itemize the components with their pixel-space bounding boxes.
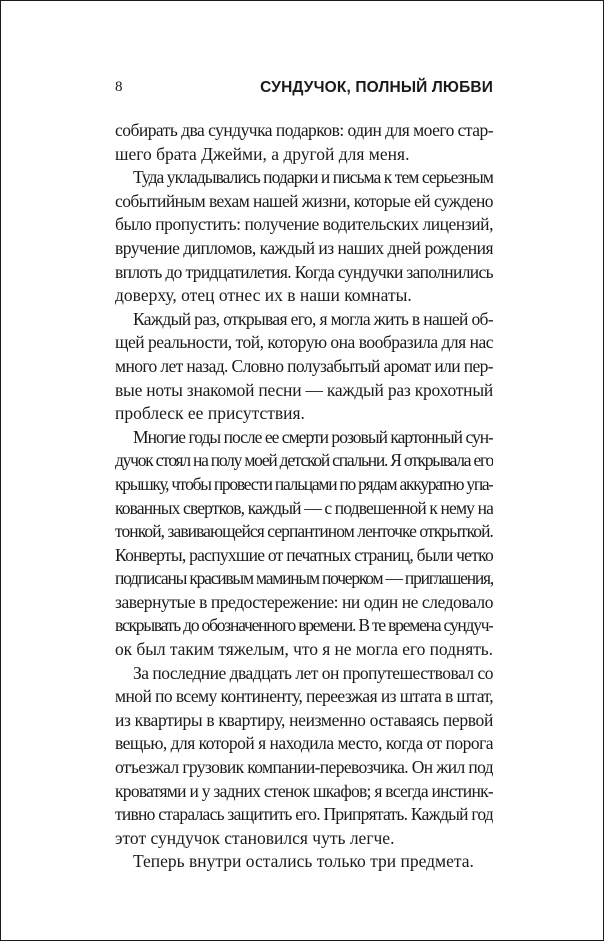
text-line: завернутые в предостережение: ни один не следовало [115, 591, 493, 612]
text-line: Теперь внутри остались только три предмета. [133, 851, 474, 872]
page-number: 8 [115, 79, 123, 95]
text-line: тонкой, завивающейся серпантином ленточке открыткой. [115, 521, 493, 542]
text-line: доверху, отец отнес их в наши комнаты. [115, 285, 412, 306]
text-line: тивно старалась защитить его. Припрятать. Каждый год [115, 804, 493, 825]
text-line: вые ноты знакомой песни — каждый раз крохотный [115, 379, 493, 400]
paragraph [115, 308, 493, 426]
text-line: шего брата Джейми, а другой для меня. [115, 143, 410, 164]
text-line: вплоть до тридцатилетия. Когда сундучки заполнились [115, 261, 493, 282]
text-line: этот сундучок становился чуть легче. [115, 827, 395, 848]
text-line: Туда укладывались подарки и письма к тем серьезным [133, 167, 493, 188]
text-line: событийным вехам нашей жизни, которые ей суждено [115, 190, 493, 211]
text-line: ок был таким тяжелым, что я не могла его поднять. [115, 639, 493, 660]
text-line: крышку, чтобы провести пальцами по рядам аккуратно упа- [115, 473, 493, 494]
text-line: было пропустить: получение водительских лицензий, [115, 214, 493, 235]
text-line: проблеск ее присутствия. [115, 403, 305, 424]
text-line: щей реальности, той, которую она вообразила для нас [115, 332, 493, 353]
text-line: мной по всему континенту, переезжая из штата в штат, [115, 686, 493, 707]
text-line: За последние двадцать лет он пропутешествовал со [133, 662, 493, 683]
running-head [115, 79, 493, 101]
paragraph [115, 426, 493, 662]
text-line: кованных свертков, каждый — с подвешенной к нему на [115, 497, 493, 518]
text-line: подписаны красивым маминым почерком — приглашения, [115, 568, 493, 589]
text-line: отъезжал грузовик компании-перевозчика. Он жил под [115, 757, 493, 778]
text-line: Каждый раз, открывая его, я могла жить в нашей об- [133, 308, 493, 329]
text-line: из квартиры в квартиру, неизменно оставаясь первой [115, 709, 493, 730]
text-line: много лет назад. Словно полузабытый аромат или пер- [115, 355, 493, 376]
text-line: Конверты, распухшие от печатных страниц, были четко [115, 544, 493, 565]
text-line: вручение дипломов, каждый из наших дней рождения [115, 237, 493, 258]
text-line: вскрывать до обозначенного времени. В те времена сундуч- [115, 615, 493, 636]
text-line: дучок стоял на полу моей детской спальни. Я открывала его [115, 450, 493, 471]
paragraph [115, 662, 493, 851]
paragraph [115, 166, 493, 308]
text-line: Многие годы после ее смерти розовый картонный сун- [133, 426, 493, 447]
paragraph [115, 850, 493, 874]
body-text [115, 119, 493, 874]
book-title: СУНДУЧОК, ПОЛНЫЙ ЛЮБВИ [260, 79, 493, 96]
text-line: собирать два сундучка подарков: один для моего стар- [115, 120, 493, 140]
text-line: кроватями и у задних стенок шкафов; я всегда инстинк- [115, 780, 493, 801]
paragraph [115, 119, 493, 166]
text-line: вещью, для которой я находила место, когда от порога [115, 733, 493, 754]
